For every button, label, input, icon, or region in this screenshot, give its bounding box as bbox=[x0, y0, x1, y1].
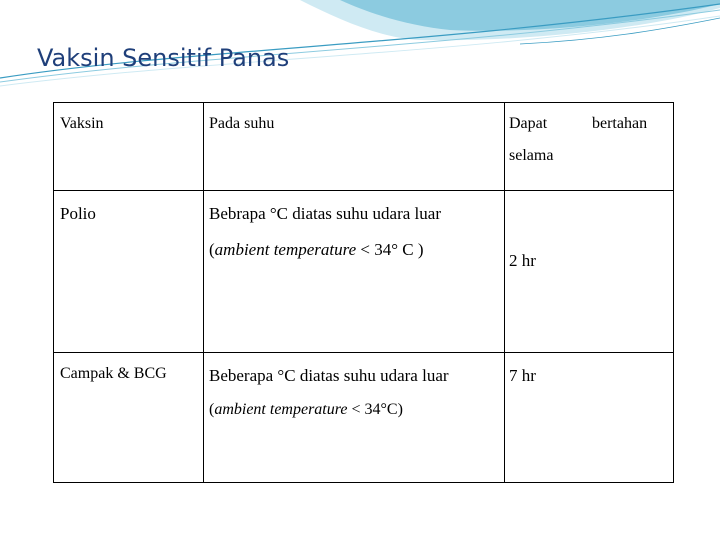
header-dapat: Dapat bbox=[509, 115, 548, 132]
header-selama: selama bbox=[509, 147, 554, 164]
vaccine-table bbox=[53, 102, 674, 483]
row-campak-vaksin: Campak & BCG bbox=[60, 365, 167, 382]
slide-title: Vaksin Sensitif Panas bbox=[37, 44, 290, 72]
table-row bbox=[54, 353, 674, 483]
row-polio-vaksin: Polio bbox=[60, 204, 96, 223]
row-campak-durasi: 7 hr bbox=[509, 366, 536, 385]
header-pada-suhu: Pada suhu bbox=[209, 115, 275, 132]
table-header-row bbox=[54, 103, 674, 191]
row-polio-suhu-line2: (ambient temperature < 34° C ) bbox=[209, 240, 424, 259]
row-polio-suhu-line1: Bebrapa °C diatas suhu udara luar bbox=[209, 204, 441, 223]
row-campak-suhu-line2: (ambient temperature < 34°C) bbox=[209, 401, 403, 418]
row-polio-durasi: 2 hr bbox=[509, 251, 536, 270]
row-campak-suhu-line1: Beberapa °C diatas suhu udara luar bbox=[209, 366, 449, 385]
table-row bbox=[54, 191, 674, 353]
header-vaksin: Vaksin bbox=[60, 115, 104, 132]
header-bertahan: bertahan bbox=[592, 115, 648, 132]
